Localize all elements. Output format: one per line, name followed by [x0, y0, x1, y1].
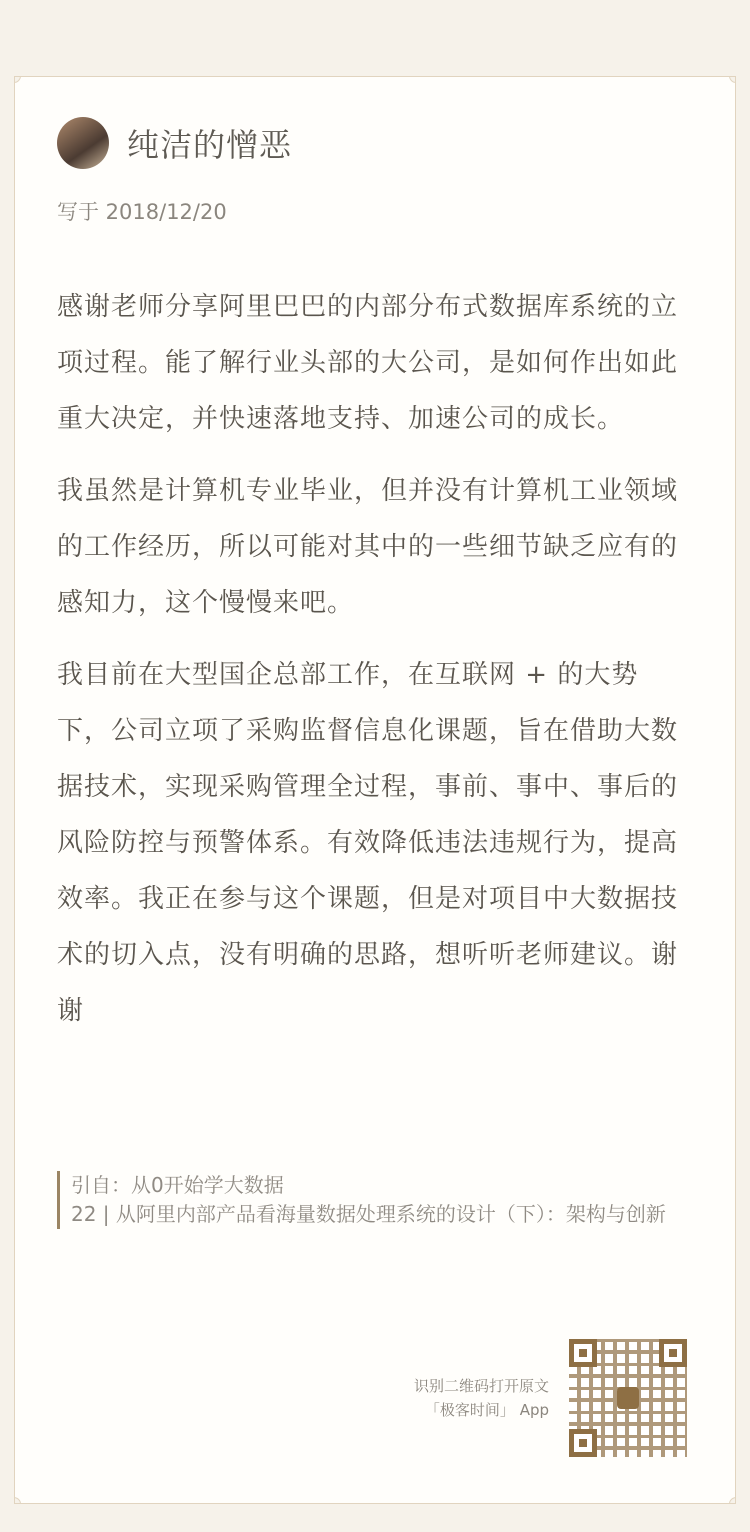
footer-line-2: 「极客时间」 App — [424, 1401, 549, 1419]
card-corner-top-right — [729, 76, 736, 83]
post-date: 写于 2018/12/20 — [57, 200, 227, 224]
author-name: 纯洁的憎恶 — [127, 126, 293, 164]
qr-code-icon[interactable] — [569, 1339, 687, 1457]
card-corner-bottom-left — [14, 1497, 21, 1504]
profile-photo-icon — [57, 117, 109, 169]
qr-center-mark — [617, 1387, 639, 1409]
quote-source: 引自：从0开始学大数据 — [71, 1173, 284, 1197]
share-card — [14, 76, 736, 1504]
card-corner-top-left — [14, 76, 21, 83]
author-header — [57, 117, 292, 169]
paragraph-1: 感谢老师分享阿里巴巴的内部分布式数据库系统的立项过程。能了解行业头部的大公司，是如何作出如此重大决定，并快速落地支持、加速公司的成长。 — [57, 292, 679, 434]
footer-line-1: 识别二维码打开原文 — [413, 1377, 549, 1395]
share-footer — [414, 1339, 687, 1457]
footer-text — [414, 1374, 549, 1422]
paragraph-2: 我虽然是计算机专业毕业，但并没有计算机工业领域的工作经历，所以可能对其中的一些细节缺乏应有的感知力，这个慢慢来吧。 — [57, 476, 679, 618]
comment-content — [57, 279, 687, 1055]
qr-finder-top-right — [659, 1339, 687, 1367]
qr-finder-bottom-left — [569, 1429, 597, 1457]
qr-finder-top-left — [569, 1339, 597, 1367]
quote-article-title: 22 | 从阿里内部产品看海量数据处理系统的设计（下）：架构与创新 — [71, 1202, 666, 1226]
card-corner-bottom-right — [729, 1497, 736, 1504]
paragraph-3: 我目前在大型国企总部工作，在互联网 + 的大势下，公司立项了采购监督信息化课题，旨在借助大数据技术，实现采购管理全过程，事前、事中、事后的风险防控与预警体系。有效降低违法违规行为，提高效率。我正在参与这个课题，但是对项目中大数据技术的切入点，没有明确的思路，想听听老师建议。谢谢 — [57, 660, 679, 1026]
quote-block — [57, 1171, 711, 1229]
